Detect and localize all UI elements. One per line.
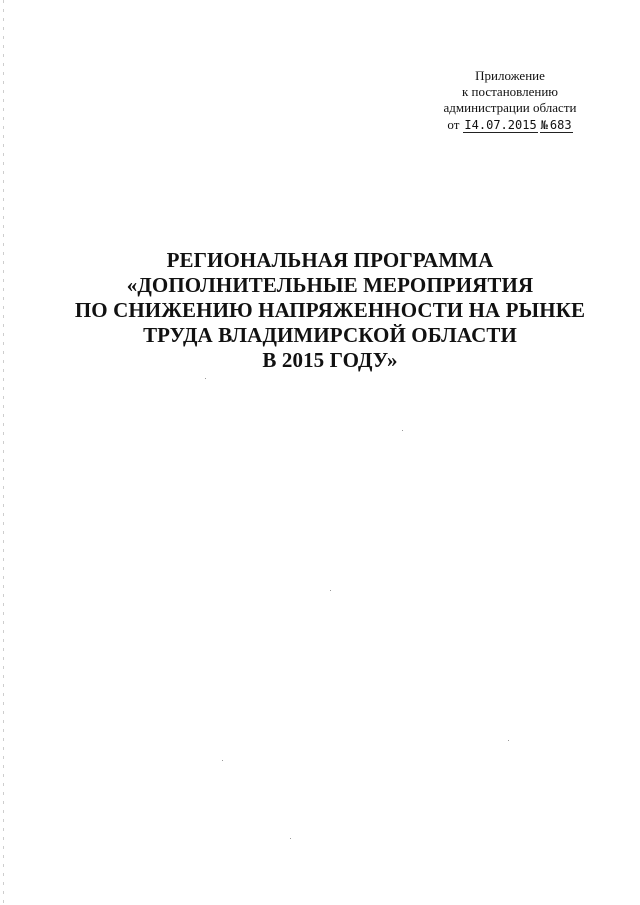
appendix-reference (400, 117, 620, 133)
scan-speck (222, 760, 223, 761)
title-line-5: В 2015 ГОДУ» (262, 348, 398, 372)
appendix-header (400, 68, 620, 133)
scan-speck (205, 378, 206, 379)
title-line-3: ПО СНИЖЕНИЮ НАПРЯЖЕННОСТИ НА РЫНКЕ (74, 298, 586, 322)
title-line-1: РЕГИОНАЛЬНАЯ ПРОГРАММА (166, 248, 494, 272)
reference-number-sign: № (540, 118, 548, 132)
document-title (40, 248, 620, 373)
scan-speck (330, 590, 331, 591)
reference-number: 683 (549, 118, 572, 132)
scan-speck (290, 838, 291, 839)
appendix-authority-label: администрации области (443, 100, 577, 115)
appendix-label: Приложение (475, 68, 545, 83)
reference-prefix: от (447, 117, 460, 132)
reference-date: I4.07.2015 (464, 118, 537, 132)
scan-speck (402, 430, 403, 431)
title-line-2: «ДОПОЛНИТЕЛЬНЫЕ МЕРОПРИЯТИЯ (126, 273, 534, 297)
title-line-4: ТРУДА ВЛАДИМИРСКОЙ ОБЛАСТИ (143, 323, 517, 347)
scan-edge (3, 0, 4, 905)
scan-speck (508, 740, 509, 741)
appendix-resolution-label: к постановлению (461, 84, 559, 99)
